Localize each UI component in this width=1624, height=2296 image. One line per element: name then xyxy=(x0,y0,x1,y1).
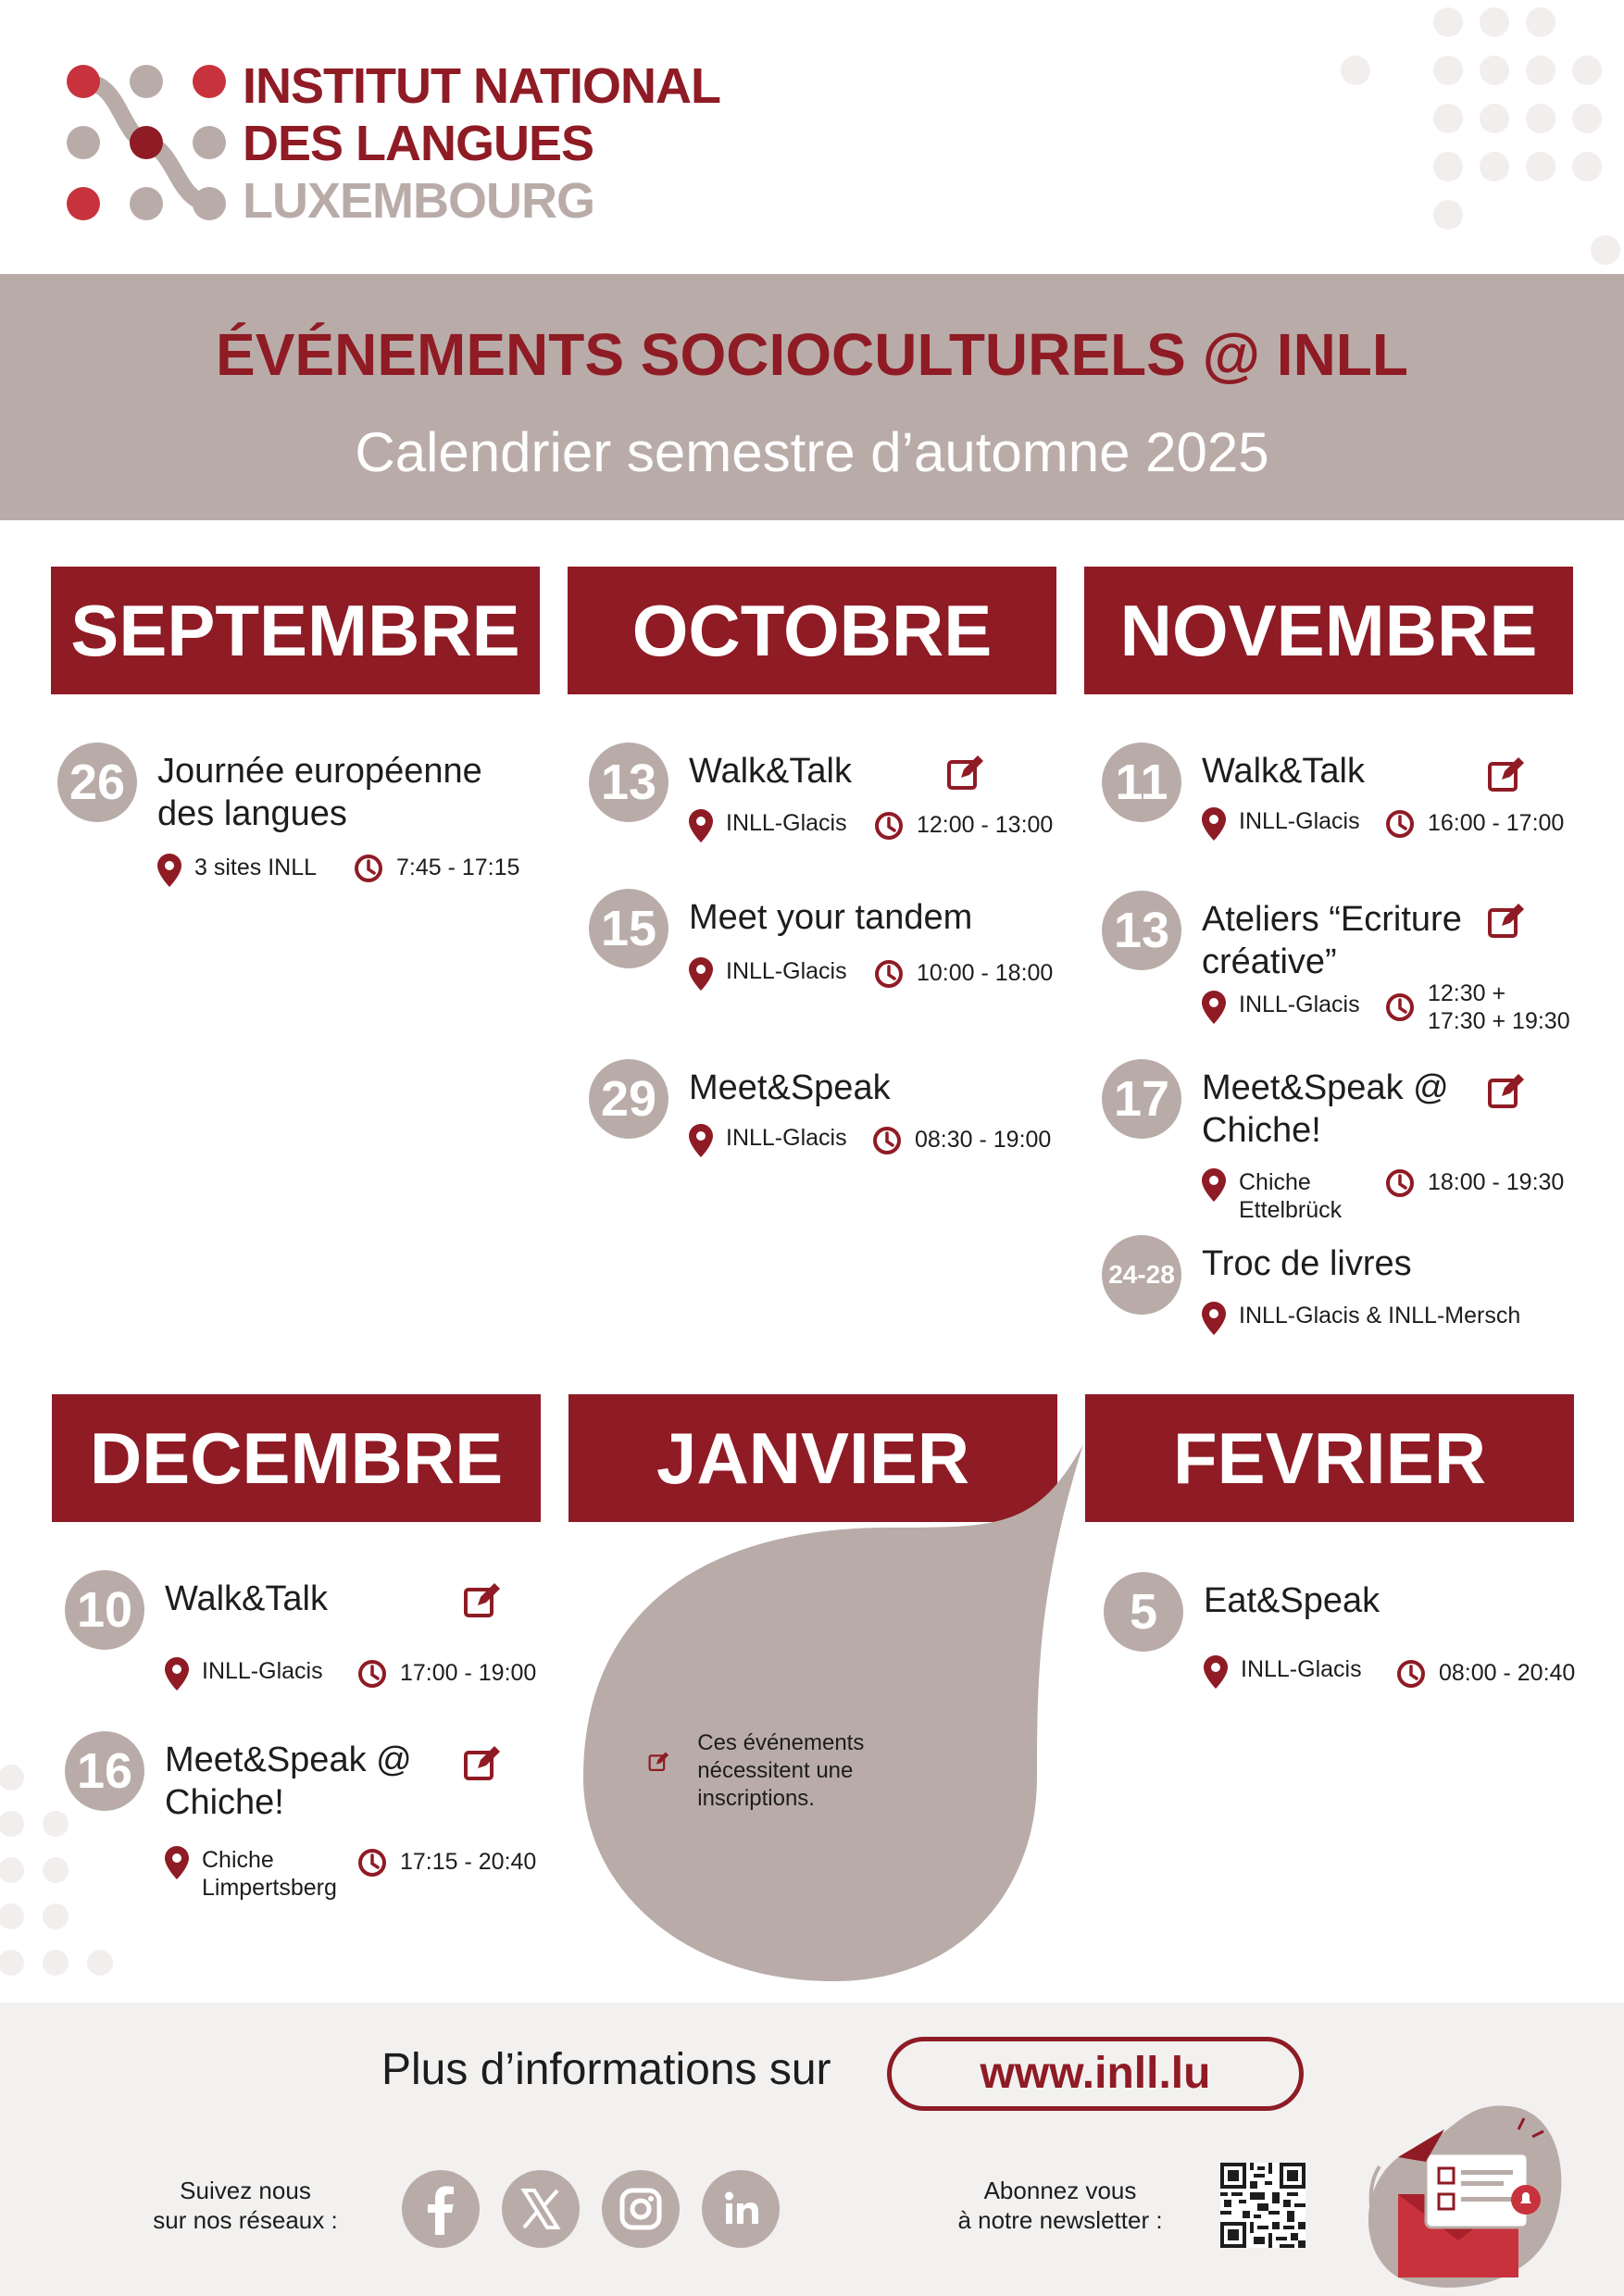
event-location-text: INLL-Glacis xyxy=(726,810,847,836)
location-pin-icon xyxy=(1202,807,1226,841)
clock-icon xyxy=(1396,1659,1426,1689)
location-pin-icon xyxy=(689,1124,713,1157)
event-location-text: 3 sites INLL xyxy=(194,855,318,880)
event-title: Walk&Talk xyxy=(689,752,852,791)
event-day-badge: 16 xyxy=(65,1731,144,1811)
decorative-dots xyxy=(0,1759,130,2000)
event-day-badge: 29 xyxy=(589,1059,668,1139)
event-location-text: Chiche Ettelbrück xyxy=(1239,1169,1343,1223)
edit-icon xyxy=(463,1581,502,1620)
event-time xyxy=(874,959,1053,989)
month-header: DECEMBRE xyxy=(52,1394,541,1522)
event-title: Troc de livres xyxy=(1202,1244,1412,1283)
follow-text: Suivez nous sur nos réseaux : xyxy=(153,2177,338,2234)
edit-icon xyxy=(463,1744,502,1783)
instagram-icon[interactable] xyxy=(602,2170,680,2248)
clock-icon xyxy=(357,1659,387,1689)
x-icon[interactable] xyxy=(502,2170,580,2248)
event-location-text: INLL-Glacis xyxy=(202,1658,323,1684)
event-time xyxy=(1396,1659,1575,1689)
event-location xyxy=(1202,1302,1520,1335)
event-day-badge: 13 xyxy=(589,742,668,822)
logo-mark xyxy=(65,61,228,224)
month-header: FEVRIER xyxy=(1085,1394,1574,1522)
event-time xyxy=(874,811,1053,841)
more-info-text: Plus d’informations sur xyxy=(381,2045,831,2094)
legend xyxy=(648,1729,926,1813)
event-day-badge: 13 xyxy=(1102,891,1181,970)
event-title: Meet&Speak @ Chiche! xyxy=(165,1741,412,1822)
event-location xyxy=(689,1124,847,1157)
event-location xyxy=(165,1657,323,1691)
event-time-text: 17:00 - 19:00 xyxy=(400,1660,537,1686)
event-location xyxy=(165,1846,337,1902)
event-location xyxy=(689,809,847,842)
event-location xyxy=(157,854,317,887)
event-day-badge: 17 xyxy=(1102,1059,1181,1139)
event-location xyxy=(1204,1655,1362,1689)
event-title: Ateliers “Ecriture créative” xyxy=(1202,900,1462,981)
location-pin-icon xyxy=(689,809,713,842)
location-pin-icon xyxy=(157,854,181,887)
month-header: NOVEMBRE xyxy=(1084,567,1573,694)
event-time-text: 08:30 - 19:00 xyxy=(915,1127,1052,1153)
event-day-badge: 15 xyxy=(589,889,668,968)
clock-icon xyxy=(874,959,904,989)
event-location-text: INLL-Glacis xyxy=(1239,808,1360,834)
event-time-text: 17:15 - 20:40 xyxy=(400,1849,537,1875)
logo-text xyxy=(243,57,720,230)
event-time xyxy=(357,1659,536,1689)
event-day-badge: 24-28 xyxy=(1102,1235,1181,1315)
event-time-text: 10:00 - 18:00 xyxy=(917,960,1054,986)
event-location xyxy=(689,957,847,991)
event-time xyxy=(1385,809,1564,839)
edit-icon xyxy=(648,1741,669,1783)
event-time xyxy=(1385,1168,1564,1198)
title-band xyxy=(0,274,1624,520)
event-title: Meet your tandem xyxy=(689,898,973,937)
location-pin-icon xyxy=(689,957,713,991)
location-pin-icon xyxy=(1204,1655,1228,1689)
event-location xyxy=(1202,807,1360,841)
event-location-text: INLL-Glacis xyxy=(726,1125,847,1151)
event-title: Journée européenne des langues xyxy=(157,752,482,833)
location-pin-icon xyxy=(165,1657,189,1691)
month-header: SEPTEMBRE xyxy=(51,567,540,694)
page-title: ÉVÉNEMENTS SOCIOCULTURELS @ INLL xyxy=(216,321,1408,388)
event-location xyxy=(1202,991,1360,1024)
event-location-text: INLL-Glacis xyxy=(1239,992,1360,1017)
location-pin-icon xyxy=(1202,1168,1226,1202)
event-day-badge: 10 xyxy=(65,1570,144,1650)
location-pin-icon xyxy=(165,1846,189,1879)
edit-icon xyxy=(946,754,985,792)
clock-icon xyxy=(1385,1168,1415,1198)
logo-line: DES LANGUES xyxy=(243,116,594,171)
event-day-badge: 5 xyxy=(1104,1572,1183,1652)
page-subtitle: Calendrier semestre d’automne 2025 xyxy=(355,421,1269,483)
logo-line: LUXEMBOURG xyxy=(243,173,594,229)
event-location-text: INLL-Glacis xyxy=(726,958,847,984)
event-title: Meet&Speak @ Chiche! xyxy=(1202,1068,1449,1150)
event-time xyxy=(1385,980,1570,1035)
event-location-text: INLL-Glacis xyxy=(1241,1656,1362,1682)
newsletter-text: Abonnez vous à notre newsletter : xyxy=(957,2177,1163,2234)
event-title: Meet&Speak xyxy=(689,1068,891,1107)
edit-icon xyxy=(1487,1072,1526,1111)
event-time-text: 7:45 - 17:15 xyxy=(396,855,520,880)
logo-line: INSTITUT NATIONAL xyxy=(243,58,720,114)
clock-icon xyxy=(357,1848,387,1878)
facebook-icon[interactable] xyxy=(402,2170,480,2248)
event-title: Walk&Talk xyxy=(165,1579,328,1618)
event-location-text: Chiche Limpertsberg xyxy=(202,1847,337,1901)
decorative-dots xyxy=(1309,0,1624,278)
edit-icon xyxy=(1487,755,1526,794)
event-day-badge: 11 xyxy=(1102,742,1181,822)
event-title: Eat&Speak xyxy=(1204,1581,1380,1620)
location-pin-icon xyxy=(1202,991,1226,1024)
event-time xyxy=(354,854,519,883)
clock-icon xyxy=(1385,992,1415,1022)
month-header: JANVIER xyxy=(568,1394,1057,1522)
clock-icon xyxy=(354,854,383,883)
linkedin-icon[interactable] xyxy=(702,2170,780,2248)
website-link[interactable]: www.inll.lu xyxy=(887,2037,1304,2111)
event-time-text: 08:00 - 20:40 xyxy=(1439,1660,1576,1686)
location-pin-icon xyxy=(1202,1302,1226,1335)
event-time xyxy=(357,1848,536,1878)
qr-code[interactable] xyxy=(1220,2163,1305,2248)
clock-icon xyxy=(872,1126,902,1155)
clock-icon xyxy=(1385,809,1415,839)
event-location xyxy=(1202,1168,1342,1224)
edit-icon xyxy=(1487,902,1526,941)
event-title: Walk&Talk xyxy=(1202,752,1365,791)
legend-drop-shape xyxy=(556,1444,1111,2000)
event-location-text: INLL-Glacis & INLL-Mersch xyxy=(1239,1303,1521,1329)
event-time xyxy=(872,1126,1051,1155)
event-time-text: 18:00 - 19:30 xyxy=(1428,1169,1565,1195)
event-time-text: 12:00 - 13:00 xyxy=(917,812,1054,838)
legend-text: Ces événements nécessitent une inscriptions. xyxy=(697,1730,865,1811)
newsletter-envelope-icon xyxy=(1343,2092,1583,2296)
month-header: OCTOBRE xyxy=(568,567,1056,694)
clock-icon xyxy=(874,811,904,841)
event-time-text: 12:30 + 17:30 + 19:30 xyxy=(1428,980,1570,1034)
event-time-text: 16:00 - 17:00 xyxy=(1428,810,1565,836)
event-day-badge: 26 xyxy=(57,742,137,822)
